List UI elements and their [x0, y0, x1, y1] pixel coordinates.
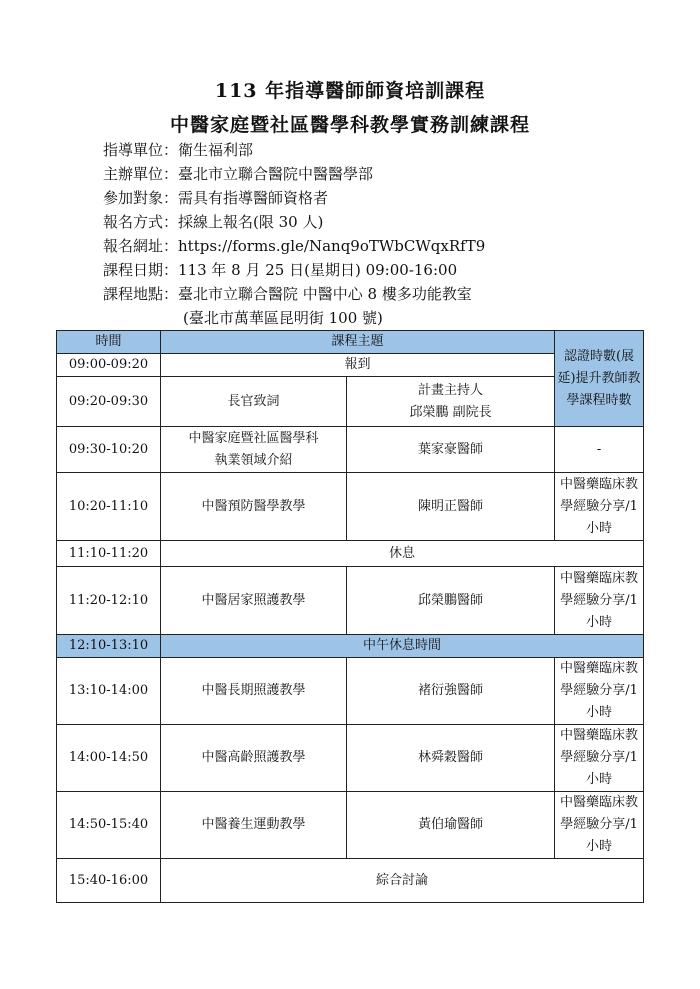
- row-cert: -: [555, 427, 644, 473]
- row-time: 09:30-10:20: [57, 427, 161, 473]
- row-time: 11:10-11:20: [57, 541, 161, 567]
- info-url-row: [103, 234, 485, 258]
- info-label: 課程日期：: [103, 261, 179, 279]
- row-cert: 中醫藥臨床教學經驗分享/1 小時: [555, 473, 644, 541]
- info-audience-row: [103, 186, 485, 210]
- info-value: 臺北市立聯合醫院中醫醫學部: [178, 165, 374, 183]
- info-value: 臺北市立聯合醫院 中醫中心 8 樓多功能教室: [178, 285, 472, 303]
- document-subtitle: 中醫家庭暨社區醫學科教學實務訓練課程: [169, 114, 530, 136]
- info-value: 採線上報名(限 30 人): [178, 213, 324, 231]
- row-time: 15:40-16:00: [57, 859, 161, 903]
- row-speaker: 黃伯瑜醫師: [347, 792, 555, 859]
- schedule-table: [56, 330, 644, 903]
- speaker-line: 計畫主持人: [418, 382, 484, 398]
- row-span-text: 休息: [161, 541, 644, 567]
- info-registration-row: [103, 210, 485, 234]
- table-row: [57, 427, 644, 473]
- row-topic: [161, 427, 347, 473]
- registration-link[interactable]: https://forms.gle/Nanq9oTWbCWqxRfT9: [178, 237, 486, 255]
- header-topic: 課程主題: [161, 331, 555, 354]
- course-info: [103, 138, 485, 330]
- header-cert: 認證時數(展延)提升教師教學課程時數: [555, 331, 644, 427]
- row-cert: 中醫藥臨床教學經驗分享/1 小時: [555, 567, 644, 635]
- row-speaker: 陳明正醫師: [347, 473, 555, 541]
- row-topic: 長官致詞: [161, 377, 347, 427]
- info-label: 報名網址：: [103, 237, 179, 255]
- info-location-row: [103, 282, 485, 306]
- row-cert: 中醫藥臨床教學經驗分享/1 小時: [555, 658, 644, 725]
- row-time: 14:50-15:40: [57, 792, 161, 859]
- header-time: 時間: [57, 331, 161, 354]
- speaker-line: 邱榮鵬 副院長: [409, 404, 492, 420]
- info-organizer-row: [103, 138, 485, 162]
- table-row: [57, 859, 644, 903]
- row-time: 10:20-11:10: [57, 473, 161, 541]
- row-speaker: 邱榮鵬醫師: [347, 567, 555, 635]
- document-title: 113 年指導醫師師資培訓課程: [214, 80, 486, 102]
- row-span-text: 中午休息時間: [161, 635, 644, 658]
- info-label: 報名方式：: [103, 213, 179, 231]
- row-span-text: 報到: [161, 354, 555, 377]
- row-time: 09:00-09:20: [57, 354, 161, 377]
- row-speaker: 褚衍強醫師: [347, 658, 555, 725]
- row-speaker: [347, 377, 555, 427]
- row-time: 12:10-13:10: [57, 635, 161, 658]
- info-value: 需具有指導醫師資格者: [178, 189, 329, 207]
- row-time: 11:20-12:10: [57, 567, 161, 635]
- info-host-row: [103, 162, 485, 186]
- table-row: [57, 792, 644, 859]
- info-label: 主辦單位：: [103, 165, 179, 183]
- topic-line: 執業領域介紹: [214, 452, 293, 468]
- row-topic: 中醫養生運動教學: [161, 792, 347, 859]
- row-topic: 中醫長期照護教學: [161, 658, 347, 725]
- row-cert: 中醫藥臨床教學經驗分享/1 小時: [555, 792, 644, 859]
- row-time: 09:20-09:30: [57, 377, 161, 427]
- table-row: [57, 541, 644, 567]
- topic-line: 中醫家庭暨社區醫學科: [188, 430, 319, 446]
- location-address: (臺北市萬華區昆明街 100 號): [183, 309, 383, 327]
- row-speaker: 林舜穀醫師: [347, 725, 555, 792]
- row-time: 13:10-14:00: [57, 658, 161, 725]
- row-cert: 中醫藥臨床教學經驗分享/1 小時: [555, 725, 644, 792]
- row-time: 14:00-14:50: [57, 725, 161, 792]
- row-topic: 中醫高齡照護教學: [161, 725, 347, 792]
- info-label: 參加對象：: [103, 189, 179, 207]
- table-row-lunch: [57, 635, 644, 658]
- table-row: [57, 658, 644, 725]
- info-value: 衛生福利部: [178, 141, 254, 159]
- table-row: [57, 725, 644, 792]
- info-value: 113 年 8 月 25 日(星期日) 09:00-16:00: [178, 261, 458, 279]
- row-speaker: 葉家豪醫師: [347, 427, 555, 473]
- info-label: 指導單位：: [103, 141, 179, 159]
- table-row: [57, 473, 644, 541]
- info-label: 課程地點：: [103, 285, 179, 303]
- table-header-row: [57, 331, 644, 354]
- info-date-row: [103, 258, 485, 282]
- row-topic: 中醫預防醫學教學: [161, 473, 347, 541]
- row-topic: 中醫居家照護教學: [161, 567, 347, 635]
- table-row: [57, 567, 644, 635]
- row-span-text: 綜合討論: [161, 859, 644, 903]
